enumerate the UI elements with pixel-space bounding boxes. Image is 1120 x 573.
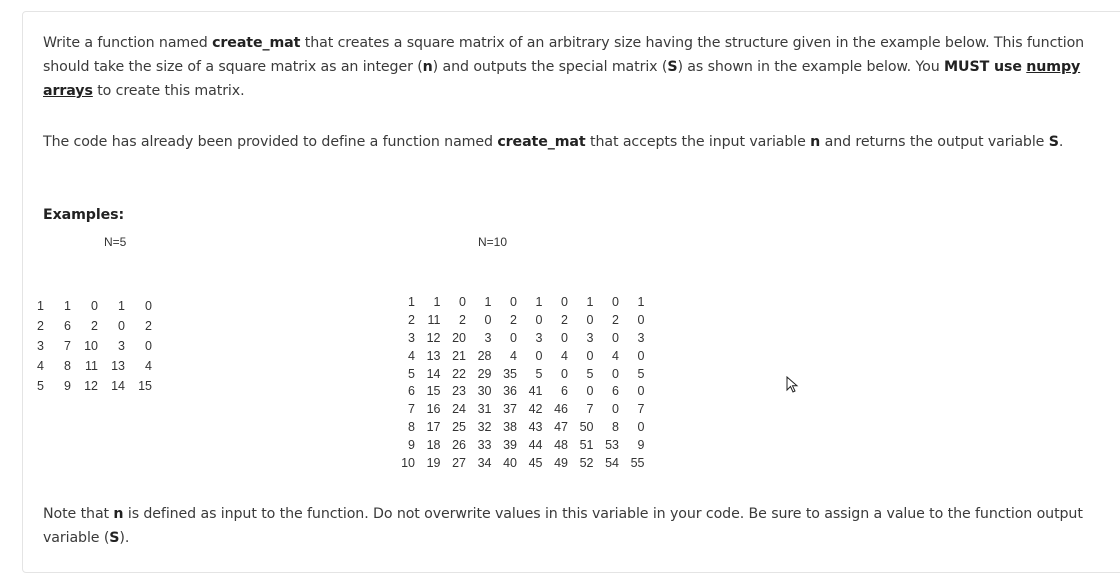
text: The code has already been provided to define a function named [43,134,498,150]
matrix-cell: 49 [554,455,568,470]
function-name: create_mat [212,35,301,51]
matrix-row [34,316,152,336]
matrix-cell: 2 [612,312,619,327]
matrix-cell: 54 [605,455,619,470]
matrix-cell: 37 [503,402,517,417]
matrix-cell: 0 [535,312,543,327]
matrix-cell: 6 [612,384,619,399]
matrix-cell: 15 [138,379,152,393]
matrix-cell: 2 [145,319,152,333]
matrix-cell: 4 [145,359,152,373]
matrix-cell: 45 [528,455,543,470]
text: Note that [43,506,114,522]
matrix-cell: 1 [586,294,594,309]
matrix-cell: 6 [561,384,568,399]
text: ) as shown in the example below. You [677,59,945,75]
matrix-cell: 36 [503,384,517,399]
function-name: create_mat [497,134,586,150]
matrix-cell: 0 [637,348,645,363]
matrix-cell: 41 [528,384,543,399]
matrix-cell: 28 [477,348,492,363]
matrix-cell: 22 [452,366,466,381]
var-s: S [109,530,120,546]
matrix-cell: 3 [118,339,125,353]
matrix-cell: 25 [452,420,466,435]
text: ). [119,530,130,546]
matrix-cell: 24 [452,402,466,417]
matrix-row [400,382,645,400]
matrix-cell: 0 [561,330,568,345]
matrix-row [400,365,645,383]
matrix-cell: 2 [510,312,517,327]
text: Write a function named [43,35,213,51]
must-use: MUST use [944,59,1022,75]
matrix-cell: 3 [586,330,594,345]
examples-heading: Examples: [43,207,125,223]
var-n: n [422,59,433,75]
matrix-row [400,329,645,347]
matrix-row [34,336,152,356]
matrix-row [400,436,645,454]
text: to create this matrix. [92,83,245,99]
matrix-cell: 6 [64,319,71,333]
matrix-cell: 2 [459,312,466,327]
matrix-cell: 0 [118,319,125,333]
matrix-cell: 0 [586,348,594,363]
matrix-cell: 8 [64,359,71,373]
matrix-cell: 0 [561,366,568,381]
matrix-cell: 4 [561,348,568,363]
matrix-cell: 0 [145,299,152,313]
matrix-cell: 0 [637,312,645,327]
matrix-cell: 7 [64,339,71,353]
matrix-cell: 1 [37,299,44,313]
matrix-cell: 10 [84,339,98,353]
matrix-n10 [400,293,645,472]
matrix-cell: 7 [586,402,594,417]
matrix-cell: 26 [452,438,466,453]
matrix-cell: 14 [111,379,125,393]
text: . [1058,134,1064,150]
matrix-cell: 0 [586,384,594,399]
matrix-cell: 20 [452,330,466,345]
matrix-cell: 55 [630,455,645,470]
matrix-cell: 51 [579,438,594,453]
matrix-cell: 2 [37,319,44,333]
matrix-cell: 0 [459,294,466,309]
matrix-cell: 0 [586,312,594,327]
matrix-cell: 29 [477,366,492,381]
matrix-cell: 43 [528,420,543,435]
note-paragraph [43,502,1113,550]
matrix-row [400,347,645,365]
matrix-cell: 1 [118,299,125,313]
matrix-cell: 35 [503,366,517,381]
matrix-cell: 0 [612,366,619,381]
matrix-cell: 2 [561,312,568,327]
var-n: n [113,506,124,522]
matrix-cell: 13 [111,359,125,373]
example-n10-label: N=10 [478,235,508,249]
matrix-cell: 3 [37,339,44,353]
matrix-cell: 11 [427,312,441,327]
matrix-cell: 47 [554,420,568,435]
matrix-cell: 0 [612,402,619,417]
matrix-row [34,376,152,396]
matrix-cell: 3 [535,330,543,345]
matrix-cell: 10 [401,455,415,470]
matrix-cell: 8 [612,420,619,435]
matrix-cell: 0 [637,420,645,435]
matrix-cell: 0 [91,299,98,313]
matrix-row [400,454,645,472]
matrix-cell: 3 [484,330,492,345]
matrix-cell: 32 [477,420,492,435]
text: that creates a square matrix of an arbitrary size having the structure given in the example below. This function should take the size of a square matrix as an integer ( [43,35,1085,75]
matrix-cell: 0 [484,312,492,327]
numpy-arrays: numpy arrays [43,59,1081,99]
matrix-cell: 14 [426,366,441,381]
matrix-cell: 1 [408,294,415,309]
matrix-cell: 5 [637,366,645,381]
matrix-cell: 18 [426,438,441,453]
matrix-cell: 3 [408,330,415,345]
matrix-row [34,296,152,316]
matrix-cell: 44 [528,438,543,453]
text: that accepts the input variable [585,134,811,150]
matrix-cell: 0 [510,330,517,345]
matrix-cell: 0 [637,384,645,399]
example-n5-label: N=5 [104,235,127,249]
matrix-cell: 31 [477,402,492,417]
matrix-cell: 48 [554,438,568,453]
matrix-cell: 42 [528,402,543,417]
matrix-cell: 9 [637,438,645,453]
matrix-cell: 19 [426,455,441,470]
matrix-cell: 21 [452,348,466,363]
matrix-cell: 0 [535,348,543,363]
matrix-cell: 4 [37,359,44,373]
matrix-cell: 15 [426,384,441,399]
provided-paragraph [43,130,1113,154]
matrix-cell: 3 [637,330,645,345]
matrix-cell: 52 [579,455,594,470]
matrix-cell: 11 [85,359,98,373]
matrix-n5 [34,296,152,396]
matrix-row [400,311,645,329]
matrix-cell: 53 [605,438,619,453]
text: ) and outputs the special matrix ( [432,59,668,75]
matrix-cell: 2 [408,312,415,327]
matrix-cell: 46 [554,402,568,417]
matrix-row [400,418,645,436]
matrix-cell: 7 [408,402,415,417]
matrix-cell: 5 [37,379,44,393]
intro-paragraph [43,31,1113,103]
matrix-cell: 2 [91,319,98,333]
matrix-cell: 8 [408,420,415,435]
matrix-cell: 1 [535,294,543,309]
matrix-cell: 5 [408,366,415,381]
matrix-cell: 12 [426,330,441,345]
matrix-cell: 0 [561,294,568,309]
matrix-cell: 40 [503,455,517,470]
matrix-cell: 13 [426,348,441,363]
matrix-cell: 7 [637,402,645,417]
matrix-cell: 9 [408,438,415,453]
matrix-cell: 23 [452,384,466,399]
var-s: S [667,59,678,75]
matrix-cell: 12 [84,379,98,393]
text: is defined as input to the function. Do not overwrite values in this variable in your code. Be sure to assign a value to the function output variable ( [43,506,1083,546]
matrix-cell: 9 [64,379,71,393]
matrix-cell: 39 [503,438,517,453]
matrix-row [34,356,152,376]
matrix-cell: 1 [637,294,645,309]
matrix-cell: 38 [503,420,517,435]
matrix-cell: 16 [426,402,441,417]
matrix-row [400,293,645,311]
var-n: n [810,134,821,150]
matrix-cell: 4 [612,348,619,363]
matrix-cell: 30 [477,384,492,399]
var-s: S [1048,134,1059,150]
matrix-cell: 4 [408,348,415,363]
matrix-cell: 50 [579,420,594,435]
matrix-cell: 33 [477,438,492,453]
matrix-cell: 1 [64,299,71,313]
matrix-cell: 34 [477,455,492,470]
matrix-cell: 27 [452,455,466,470]
matrix-row [400,400,645,418]
matrix-cell: 1 [484,294,492,309]
matrix-cell: 6 [408,384,415,399]
matrix-cell: 4 [510,348,517,363]
mouse-cursor-icon [786,376,800,394]
matrix-cell: 17 [426,420,441,435]
matrix-cell: 0 [612,294,619,309]
matrix-cell: 0 [510,294,517,309]
matrix-cell: 0 [145,339,152,353]
text: and returns the output variable [820,134,1049,150]
matrix-cell: 1 [433,294,441,309]
matrix-cell: 5 [535,366,543,381]
matrix-cell: 0 [612,330,619,345]
matrix-cell: 5 [586,366,594,381]
